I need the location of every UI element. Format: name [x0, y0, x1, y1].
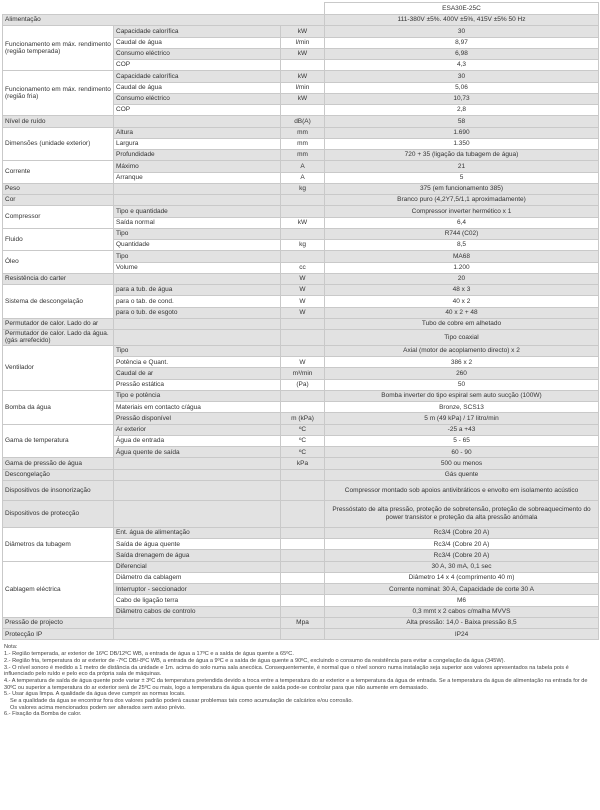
row-parameter: Materiais em contacto c/água [114, 402, 281, 413]
row-unit: kg [281, 240, 325, 251]
row-value: 260 [325, 368, 599, 379]
row-parameter: Caudal de água [114, 37, 281, 48]
row-parameter: Diferencial [114, 561, 281, 572]
spec-row [3, 330, 599, 346]
row-value: 40 x 2 [325, 296, 599, 307]
row-unit [281, 561, 325, 572]
row-parameter: Caudal de ar [114, 368, 281, 379]
row-value: 6,4 [325, 217, 599, 228]
row-unit: W [281, 357, 325, 368]
row-value: 48 x 3 [325, 285, 599, 296]
row-value: 1.690 [325, 127, 599, 138]
row-parameter [114, 617, 281, 628]
row-unit: kW [281, 71, 325, 82]
row-value: 386 x 2 [325, 357, 599, 368]
row-value: Compressor montado sob apoios antivibráticos e envolto em isolamento acústico [325, 480, 599, 500]
row-value: Pressóstato de alta pressão, proteção de sobretensão, proteção de sobreaquecimento do power transistor e proteção da alta pressão anómala [325, 500, 599, 527]
row-unit: dB(A) [281, 116, 325, 127]
row-unit: Mpa [281, 617, 325, 628]
row-value: 375 (em funcionamento 385) [325, 183, 599, 194]
row-parameter [114, 469, 281, 480]
row-parameter: Tipo e potência [114, 390, 281, 401]
row-parameter: Cabo de ligação terra [114, 595, 281, 606]
row-value: 8,97 [325, 37, 599, 48]
row-unit [281, 60, 325, 71]
row-parameter: Capacidade calorífica [114, 71, 281, 82]
row-unit [281, 606, 325, 617]
row-value: 1.350 [325, 138, 599, 149]
row-category: Permutador de calor. Lado da água. (gás arrefecido) [3, 330, 114, 346]
row-category: Óleo [3, 251, 114, 274]
row-value: 0,3 mmt x 2 cabos c/malha MVVS [325, 606, 599, 617]
row-parameter: Ent. água de alimentação [114, 527, 281, 538]
row-unit: kg [281, 183, 325, 194]
spec-row [3, 617, 599, 628]
row-category: Cor [3, 195, 114, 206]
spec-row [3, 318, 599, 329]
row-parameter: Consumo eléctrico [114, 93, 281, 104]
row-category: Compressor [3, 206, 114, 229]
row-value: R744 (C02) [325, 228, 599, 239]
spec-row [3, 480, 599, 500]
spec-row [3, 458, 599, 469]
note-item: 6.- Fixação da Bomba de calor. [4, 711, 82, 718]
spec-row [3, 251, 599, 262]
row-value: Tubo de cobre em alhetado [325, 318, 599, 329]
row-parameter [114, 458, 281, 469]
spec-row [3, 273, 599, 284]
row-unit: mm [281, 127, 325, 138]
row-value: 20 [325, 273, 599, 284]
spec-row [3, 161, 599, 172]
row-unit [281, 584, 325, 595]
row-category: Bomba da água [3, 390, 114, 424]
row-parameter: Ar exterior [114, 424, 281, 435]
row-category: Pressão de projecto [3, 617, 114, 628]
row-parameter: Potência e Quant. [114, 357, 281, 368]
row-value: 2,8 [325, 105, 599, 116]
row-category: Ventilador [3, 345, 114, 390]
row-parameter: Saída de água quente [114, 539, 281, 550]
row-category: Protecção IP [3, 629, 114, 640]
row-parameter: Capacidade calorífica [114, 26, 281, 37]
row-value: -25 a +43 [325, 424, 599, 435]
row-value: 10,73 [325, 93, 599, 104]
row-value: Compressor inverter hermético x 1 [325, 206, 599, 217]
row-unit [281, 228, 325, 239]
spec-row [3, 527, 599, 538]
row-value: Gás quente [325, 469, 599, 480]
row-parameter: Diâmetro da cablagem [114, 572, 281, 583]
row-parameter: Interruptor - seccionador [114, 584, 281, 595]
row-parameter: para o tab. de cond. [114, 296, 281, 307]
row-value: Tipo coaxial [325, 330, 599, 346]
row-value: 500 ou menos [325, 458, 599, 469]
row-unit: kW [281, 48, 325, 59]
row-unit: cc [281, 262, 325, 273]
row-value: 50 [325, 379, 599, 390]
spec-row [3, 390, 599, 401]
row-parameter: Tipo [114, 228, 281, 239]
spec-row [3, 206, 599, 217]
header-row [3, 3, 599, 15]
row-parameter: para a tub. de água [114, 285, 281, 296]
row-unit: W [281, 273, 325, 284]
spec-row [3, 469, 599, 480]
row-category: Nível de ruído [3, 116, 114, 127]
row-parameter: para o tub. de esgoto [114, 307, 281, 318]
row-value: MA68 [325, 251, 599, 262]
row-parameter: Saída drenagem de água [114, 550, 281, 561]
row-parameter: Quantidade [114, 240, 281, 251]
row-unit: W [281, 296, 325, 307]
note-item: 5.- Usar água limpa. A qualidade da água deve cumprir as normas locais. [4, 691, 186, 698]
row-value: 4,3 [325, 60, 599, 71]
row-unit [281, 402, 325, 413]
model-header: ESA30E-25C [325, 3, 599, 15]
spec-row [3, 629, 599, 640]
row-unit: (Pa) [281, 379, 325, 390]
row-value: 30 [325, 71, 599, 82]
row-parameter [114, 629, 281, 640]
row-unit [281, 500, 325, 527]
row-unit [281, 539, 325, 550]
row-unit [281, 251, 325, 262]
row-parameter: Profundidade [114, 150, 281, 161]
spec-row [3, 285, 599, 296]
row-unit [281, 595, 325, 606]
row-unit: W [281, 307, 325, 318]
row-value: 5,06 [325, 82, 599, 93]
note-item: 4.- A temperatura de saída de água quente pode variar ± 3ºC da temperatura pretendida devido a troca entre a temperatura do ar exterior e a temperatura da água de entrada. Se a temperatura da água de alimentação na entrada for de 30ºC ou superior a temperatura do ar exterior será de 25ºC ou mais, logo a temperatura da água quente de saída pode-se controlar para que não aumente em demasiado. [4, 677, 588, 691]
row-parameter: Tipo [114, 251, 281, 262]
spec-row [3, 127, 599, 138]
row-parameter: Água de entrada [114, 435, 281, 446]
row-value: 21 [325, 161, 599, 172]
spec-row [3, 26, 599, 37]
row-category: Gama de pressão de água [3, 458, 114, 469]
row-parameter [114, 480, 281, 500]
row-unit: kW [281, 26, 325, 37]
row-value: 111-380V ±5%. 400V ±5%, 415V ±5% 50 Hz [325, 15, 599, 26]
row-category: Resistência do carter [3, 273, 114, 284]
notes-section [4, 644, 598, 718]
row-value: 58 [325, 116, 599, 127]
row-category: Alimentação [3, 15, 325, 26]
row-value: Branco puro (4,2Y7,5/1,1 aproximadamente) [325, 195, 599, 206]
row-parameter: COP [114, 60, 281, 71]
row-unit: kW [281, 217, 325, 228]
row-value: Bomba inverter do tipo espiral sem auto sucção (100W) [325, 390, 599, 401]
row-parameter: Largura [114, 138, 281, 149]
row-parameter: Volume [114, 262, 281, 273]
spec-row [3, 424, 599, 435]
spec-row [3, 116, 599, 127]
row-value: Corrente nominal: 30 A, Capacidade de corte 30 A [325, 584, 599, 595]
row-parameter [114, 273, 281, 284]
row-parameter: COP [114, 105, 281, 116]
row-value: 60 - 90 [325, 447, 599, 458]
row-unit [281, 330, 325, 346]
row-category: Permutador de calor. Lado do ar [3, 318, 114, 329]
row-value: Bronze, SCS13 [325, 402, 599, 413]
row-parameter: Consumo eléctrico [114, 48, 281, 59]
row-value: 1.200 [325, 262, 599, 273]
spec-row [3, 195, 599, 206]
row-value: Rc3/4 (Cobre 20 A) [325, 550, 599, 561]
row-parameter [114, 116, 281, 127]
note-item: Os valores acima mencionados podem ser alterados sem aviso prévio. [10, 704, 186, 711]
row-parameter: Tipo e quantidade [114, 206, 281, 217]
row-category: Corrente [3, 161, 114, 184]
row-parameter [114, 195, 281, 206]
row-unit: kW [281, 93, 325, 104]
row-parameter: Caudal de água [114, 82, 281, 93]
row-unit [281, 345, 325, 356]
row-value: 6,98 [325, 48, 599, 59]
row-unit: ºC [281, 447, 325, 458]
row-value: M6 [325, 595, 599, 606]
row-unit: mm [281, 150, 325, 161]
row-value: IP24 [325, 629, 599, 640]
row-value: Diâmetro 14 x 4 (comprimento 40 m) [325, 572, 599, 583]
spec-row [3, 183, 599, 194]
row-parameter [114, 183, 281, 194]
row-parameter: Tipo [114, 345, 281, 356]
row-unit [281, 318, 325, 329]
spec-row [3, 15, 599, 26]
row-value: 5 [325, 172, 599, 183]
row-unit: W [281, 285, 325, 296]
row-unit: A [281, 161, 325, 172]
row-parameter: Saída normal [114, 217, 281, 228]
spec-row [3, 228, 599, 239]
row-unit: l/min [281, 82, 325, 93]
row-category: Sistema de descongelação [3, 285, 114, 319]
note-item: 1.- Região temperada, ar exterior de 16ºC DB/12ºC WB, a entrada de água a 17ºC e a saída de água quente a 65ºC. [4, 651, 294, 658]
row-unit [281, 469, 325, 480]
row-value: 8,5 [325, 240, 599, 251]
spec-row [3, 561, 599, 572]
row-value: 5 - 65 [325, 435, 599, 446]
row-parameter [114, 330, 281, 346]
row-value: Rc3/4 (Cobre 20 A) [325, 527, 599, 538]
row-category: Descongelação [3, 469, 114, 480]
row-unit [281, 527, 325, 538]
row-parameter: Pressão disponível [114, 413, 281, 424]
row-unit: A [281, 172, 325, 183]
row-value: Alta pressão: 14,0 - Baixa pressão 8,5 [325, 617, 599, 628]
row-unit: m (kPa) [281, 413, 325, 424]
row-category: Dispositivos de insonorização [3, 480, 114, 500]
row-parameter: Máximo [114, 161, 281, 172]
row-unit: mm [281, 138, 325, 149]
row-unit [281, 390, 325, 401]
row-category: Cablagem eléctrica [3, 561, 114, 617]
row-category: Funcionamento em máx. rendimento (região temperada) [3, 26, 114, 71]
spec-table [2, 2, 599, 640]
header-blank [3, 3, 325, 15]
row-value: 40 x 2 + 48 [325, 307, 599, 318]
note-item: 2.- Região fria, temperatura do ar exterior de -7ºC DB/-8ºC WB, a entrada de água a 9ºC e a saída de água quente a 90ºC, excluindo o consumo da resistência para evitar a congelação da água (345W). [4, 657, 506, 664]
row-parameter [114, 318, 281, 329]
row-unit [281, 105, 325, 116]
row-category: Peso [3, 183, 114, 194]
row-value: 720 + 35 (ligação da tubagem de água) [325, 150, 599, 161]
spec-row [3, 345, 599, 356]
row-category: Funcionamento em máx. rendimento (região fria) [3, 71, 114, 116]
note-item: Se a qualidade da água se encontrar fora dos valores padrão poderá causar problemas tais como acumulação de calcários e/ou corrosão. [10, 698, 353, 705]
row-category: Gama de temperatura [3, 424, 114, 458]
row-category: Fluido [3, 228, 114, 251]
row-unit [281, 550, 325, 561]
row-category: Dispositivos de protecção [3, 500, 114, 527]
row-value: 5 m (49 kPa) / 17 litro/min [325, 413, 599, 424]
row-value: Rc3/4 (Cobre 20 A) [325, 539, 599, 550]
notes-title: Nota: [4, 644, 18, 651]
row-unit [281, 195, 325, 206]
row-parameter [114, 500, 281, 527]
row-unit: m³/min [281, 368, 325, 379]
row-parameter: Arranque [114, 172, 281, 183]
row-value: Axial (motor de acoplamento directo) x 2 [325, 345, 599, 356]
row-parameter: Pressão estática [114, 379, 281, 390]
row-unit: ºC [281, 435, 325, 446]
row-value: 30 A, 30 mA, 0,1 sec [325, 561, 599, 572]
row-parameter: Água quente de saída [114, 447, 281, 458]
note-item: 3.- O nível sonoro é medido a 1 metro de distância da unidade e 1m. acima do solo numa sala anecóica. Consequentemente, é normal que o nível sonoro numa instalação seja superior aos valores apresentados na tabela pois é influenciado pelo ruído e pelo eco da própria sala de máquinas. [4, 664, 569, 678]
spec-row [3, 71, 599, 82]
row-category: Dimensões (unidade exterior) [3, 127, 114, 161]
row-unit [281, 572, 325, 583]
row-unit: l/min [281, 37, 325, 48]
row-unit: kPa [281, 458, 325, 469]
row-unit [281, 629, 325, 640]
row-value: 30 [325, 26, 599, 37]
spec-row [3, 500, 599, 527]
row-unit: ºC [281, 424, 325, 435]
row-parameter: Diâmetro cabos de controlo [114, 606, 281, 617]
row-unit [281, 480, 325, 500]
row-category: Diâmetros da tubagem [3, 527, 114, 561]
row-unit [281, 206, 325, 217]
row-parameter: Altura [114, 127, 281, 138]
